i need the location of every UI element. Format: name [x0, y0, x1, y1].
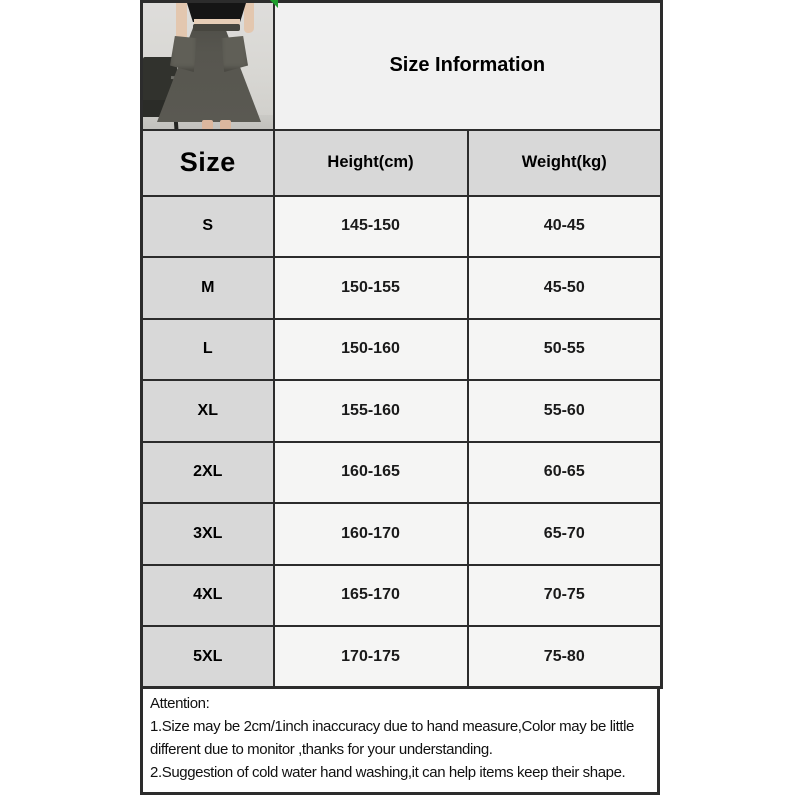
size-cell: 5XL — [142, 626, 274, 688]
height-cell: 165-170 — [274, 565, 468, 627]
attention-notes — [140, 689, 660, 795]
photo-title-row — [142, 2, 662, 130]
table-row-3xl — [142, 503, 662, 565]
table-row-l — [142, 319, 662, 381]
product-photo-art — [143, 3, 273, 129]
size-chart-content — [140, 0, 660, 795]
height-cell: 160-170 — [274, 503, 468, 565]
height-cell: 150-155 — [274, 257, 468, 319]
skirt-waistband — [193, 24, 240, 31]
skirt-pocket-right — [221, 36, 248, 72]
model-left-leg — [202, 120, 213, 129]
weight-cell: 60-65 — [468, 442, 662, 504]
column-header-size: Size — [142, 130, 274, 196]
attention-note-1: 1.Size may be 2cm/1inch inaccuracy due to hand measure,Color may be little different due to monitor ,thanks for your understanding. — [150, 718, 634, 758]
weight-cell: 70-75 — [468, 565, 662, 627]
table-row-xl — [142, 380, 662, 442]
column-header-weight: Weight(kg) — [468, 130, 662, 196]
height-cell: 155-160 — [274, 380, 468, 442]
weight-cell: 75-80 — [468, 626, 662, 688]
size-cell: 4XL — [142, 565, 274, 627]
page-title: Size Information — [274, 2, 662, 130]
table-row-2xl — [142, 442, 662, 504]
weight-cell: 50-55 — [468, 319, 662, 381]
size-cell: S — [142, 196, 274, 258]
table-row-s — [142, 196, 662, 258]
size-cell: XL — [142, 380, 274, 442]
size-cell: 2XL — [142, 442, 274, 504]
weight-cell: 65-70 — [468, 503, 662, 565]
product-photo — [142, 2, 274, 130]
weight-cell: 45-50 — [468, 257, 662, 319]
model-right-arm — [244, 3, 254, 33]
height-cell: 170-175 — [274, 626, 468, 688]
height-cell: 150-160 — [274, 319, 468, 381]
height-cell: 145-150 — [274, 196, 468, 258]
height-cell: 160-165 — [274, 442, 468, 504]
size-cell: 3XL — [142, 503, 274, 565]
skirt-pocket-left — [170, 36, 197, 72]
attention-note-2: 2.Suggestion of cold water hand washing,it can help items keep their shape. — [150, 764, 626, 781]
column-header-height: Height(cm) — [274, 130, 468, 196]
size-table — [140, 0, 663, 689]
model-right-leg — [220, 120, 231, 129]
table-row-m — [142, 257, 662, 319]
size-cell: M — [142, 257, 274, 319]
size-cell: L — [142, 319, 274, 381]
attention-heading: Attention: — [150, 695, 210, 712]
weight-cell: 55-60 — [468, 380, 662, 442]
table-row-4xl — [142, 565, 662, 627]
weight-cell: 40-45 — [468, 196, 662, 258]
table-header-row — [142, 130, 662, 196]
table-row-5xl — [142, 626, 662, 688]
